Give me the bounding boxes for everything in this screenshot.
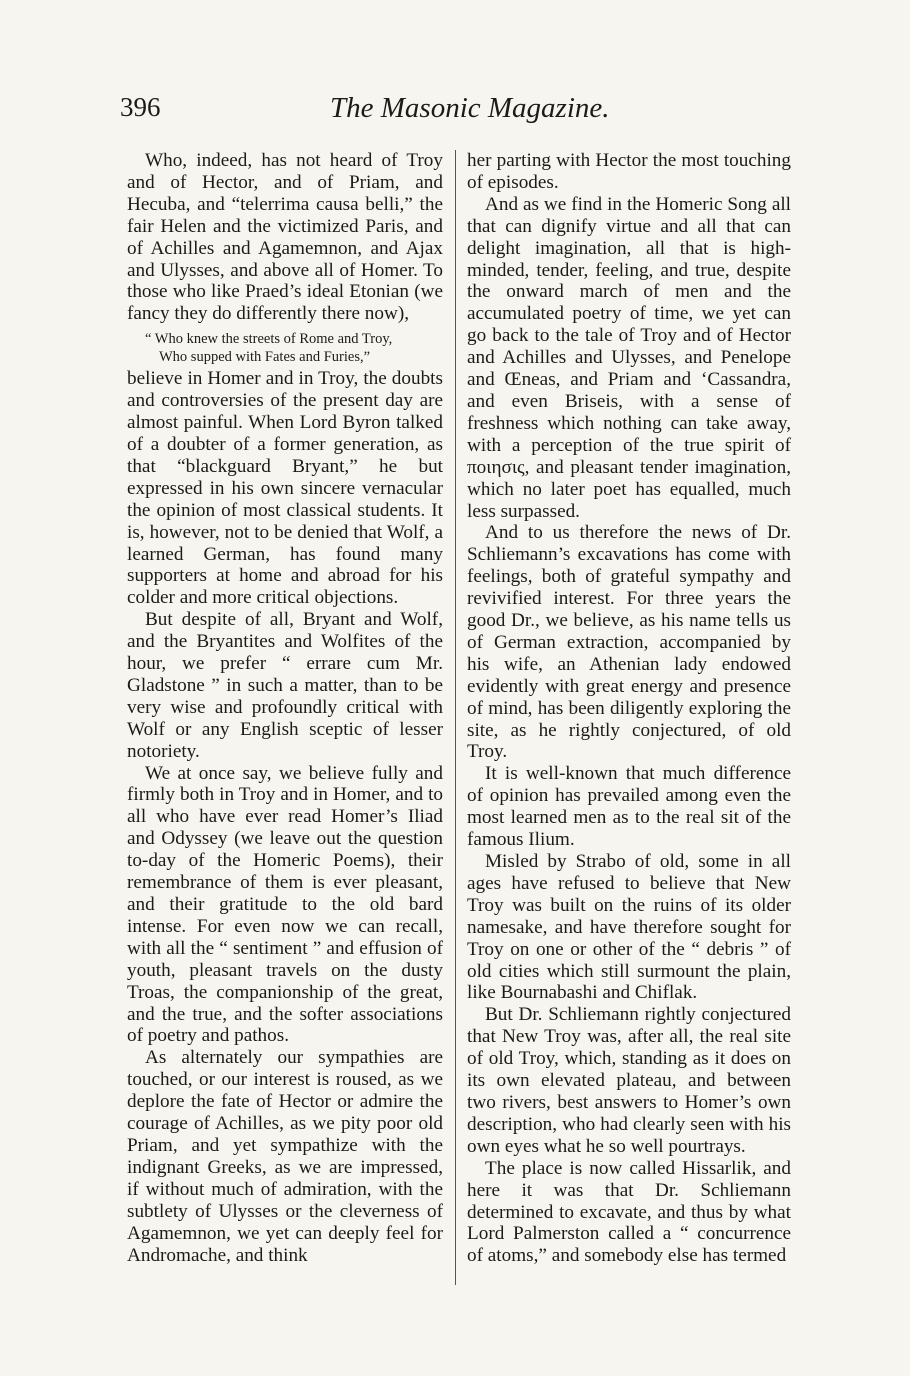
left-column <box>127 150 443 1266</box>
quote-line: Who supped with Fates and Furies,” <box>159 348 371 365</box>
column-divider <box>455 150 456 1285</box>
paragraph: It is well-known that much difference of opinion has prevailed among even the most learned men as to the real sit of the famous Ilium. <box>467 763 791 851</box>
right-column <box>467 150 791 1267</box>
paragraph: The place is now called Hissarlik, and here it was that Dr. Schliemann determined to excavate, and thus by what Lord Palmerston called a “ concurrence of atoms,” and somebody else has termed <box>467 1157 791 1267</box>
paragraph: We at once say, we believe fully and firmly both in Troy and in Homer, and to all who have ever read Homer’s Iliad and Odyssey (we leave out the question to-day of the Homeric Poems), their remembrance of them is ever pleasant, and their gratitude to the old bard intense. For even now we can recall, with all the “ sentiment ” and effusion of youth, pleasant travels on the dusty Troas, the companionship of the great, and the true, and the softer associations of poetry and pathos. <box>127 762 443 1047</box>
paragraph: And to us therefore the news of Dr. Schliemann’s excavations has come with feelings, both of grateful sympathy and revivified interest. For three years the good Dr., we believe, as his name tells us of German extraction, accompanied by his wife, an Athenian lady endowed evidently with great energy and presence of mind, has been diligently exploring the site, as he rightly conjectured, of old Troy. <box>467 522 791 763</box>
paragraph: believe in Homer and in Troy, the doubts and controversies of the present day are almost painful. When Lord Byron talked of a doubter of a former generation, as that “blackguard Bryant,” he but expressed in his own sincere vernacular the opinion of most classical students. It is, however, not to be denied that Wolf, a learned German, has found many supporters at home and abroad for his colder and more critical objections. <box>127 368 443 609</box>
page-number: 396 <box>120 92 161 122</box>
verse-quote <box>145 331 443 366</box>
page-header <box>120 92 800 132</box>
running-title: The Masonic Magazine. <box>330 92 610 124</box>
quote-line: “ Who knew the streets of Rome and Troy, <box>145 331 393 348</box>
paragraph: But despite of all, Bryant and Wolf, and the Bryantites and Wolfites of the hour, we prefer “ errare cum Mr. Gladstone ” in such a matter, than to be very wise and profoundly critical with Wolf or any English sceptic of lesser notoriety. <box>127 609 443 762</box>
paragraph: And as we find in the Homeric Song all that can dignify virtue and all that can delight imagination, all that is high-minded, tender, feeling, and true, despite the onward march of men and the accumulated poetry of time, we yet can go back to the tale of Troy and of Hector and Achilles and Ulysses, and Penelope and Œneas, and Priam and ‘Cassandra, and even Briseis, with a sense of freshness which nothing can take away, with a perception of the true spirit of ποιησις, and pleasant tender imagination, which no later poet has equalled, much less surpassed. <box>467 193 791 522</box>
paragraph: As alternately our sympathies are touched, or our interest is roused, as we deplore the fate of Hector or admire the courage of Achilles, as we pity poor old Priam, and yet sympathize with the indignant Greeks, as we are impressed, if without much of admiration, with the subtlety of Ulysses or the cleverness of Agamemnon, we yet can deeply feel for Andromache, and think <box>127 1047 443 1266</box>
paragraph: her parting with Hector the most touching of episodes. <box>467 150 791 193</box>
paragraph: Who, indeed, has not heard of Troy and of Hector, and of Priam, and Hecuba, and “telerrima causa belli,” the fair Helen and the victimized Paris, and of Achilles and Agamemnon, and Ajax and Ulysses, and above all of Homer. To those who like Praed’s ideal Etonian (we fancy they do differently there now), <box>127 150 443 325</box>
paragraph: But Dr. Schliemann rightly conjectured that New Troy was, after all, the real site of old Troy, which, standing as it does on its own elevated plateau, and between two rivers, best answers to Homer’s own description, who had clearly seen with his own eyes what he so well pourtrays. <box>467 1004 791 1157</box>
paragraph: Misled by Strabo of old, some in all ages have refused to believe that New Troy was built on the ruins of its older namesake, and have therefore sought for Troy on one or other of the “ debris ” of old cities which still surmount the plain, like Bournabashi and Chiflak. <box>467 851 791 1004</box>
